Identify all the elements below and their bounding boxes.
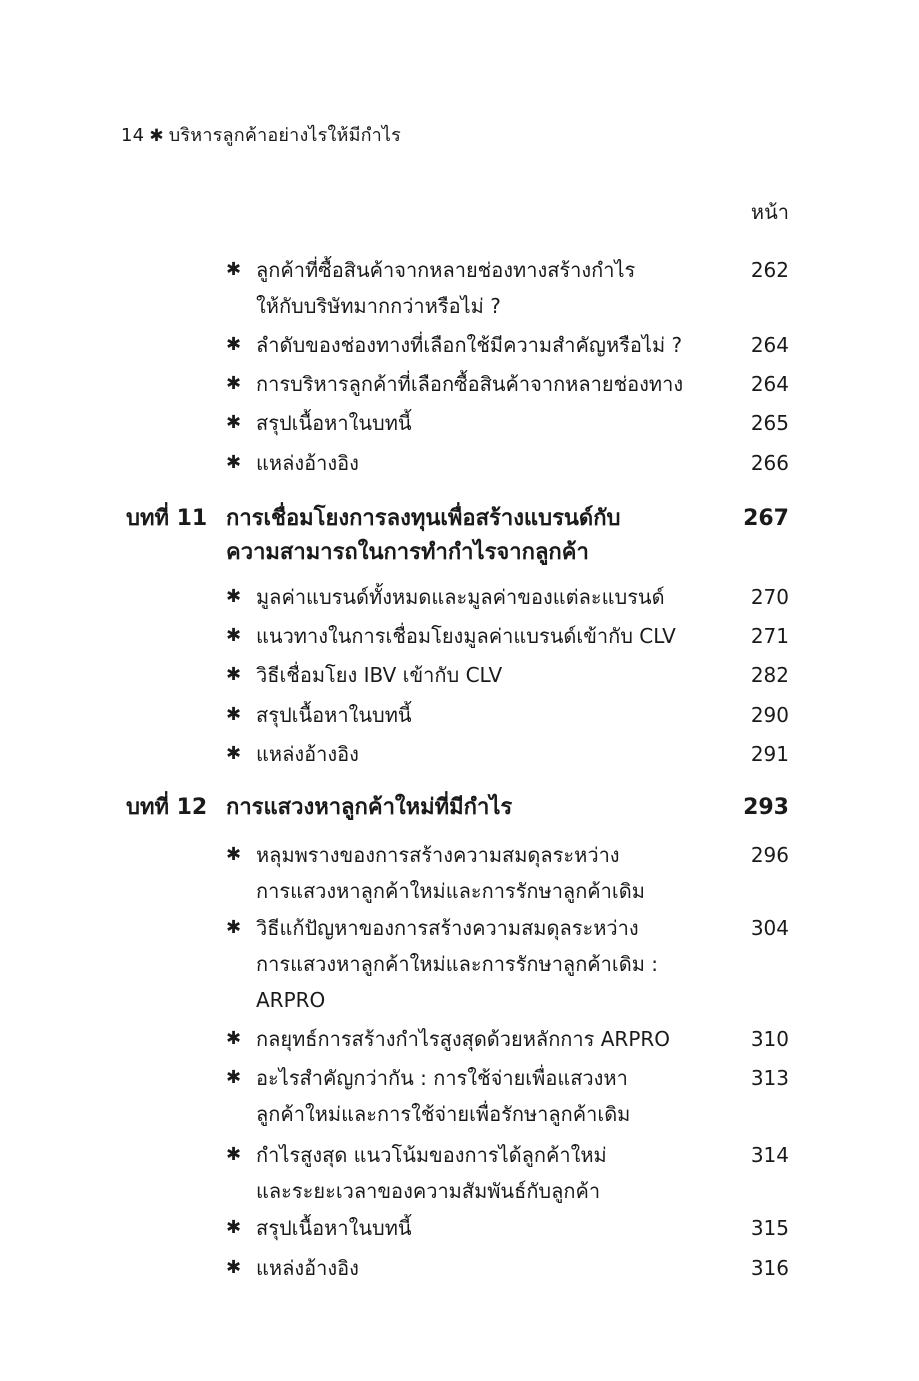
- page-column-label: หน้า: [750, 200, 789, 224]
- toc-item-page: 310: [750, 1027, 789, 1051]
- running-head: [121, 120, 401, 149]
- toc-item-page: 314: [750, 1143, 789, 1167]
- header-book-title: บริหารลูกค้าอย่างไรให้มีกำไร: [168, 125, 401, 146]
- toc-item-page: 271: [750, 624, 789, 648]
- toc-item-page: 264: [750, 333, 789, 357]
- bullet-icon: ✱: [226, 625, 242, 646]
- chapter-page: 293: [743, 795, 789, 820]
- chapter-number: บทที่ 11: [126, 506, 208, 531]
- bullet-icon: ✱: [226, 373, 242, 394]
- toc-item-title: กำไรสูงสุด แนวโน้มของการได้ลูกค้าใหม่ และระยะเวลาของความสัมพันธ์กับลูกค้า: [256, 1143, 607, 1203]
- bullet-icon: ✱: [226, 743, 242, 764]
- toc-item-page: 291: [750, 742, 789, 766]
- bullet-icon: ✱: [226, 452, 242, 473]
- toc-item-title: สรุปเนื้อหาในบทนี้: [256, 703, 412, 727]
- toc-item-title: กลยุทธ์การสร้างกำไรสูงสุดด้วยหลักการ ARPRO: [256, 1027, 671, 1051]
- toc-item-page: 262: [750, 258, 789, 282]
- bullet-icon: ✱: [226, 586, 242, 607]
- toc-item-title: แหล่งอ้างอิง: [256, 451, 359, 475]
- toc-item-page: 266: [750, 451, 789, 475]
- chapter-page: 267: [743, 506, 789, 531]
- toc-item-title: สรุปเนื้อหาในบทนี้: [256, 1216, 412, 1240]
- bullet-icon: ✱: [226, 1067, 242, 1088]
- toc-item-page: 270: [750, 585, 789, 609]
- bullet-icon: ✱: [226, 334, 242, 355]
- chapter-title: การแสวงหาลูกค้าใหม่ที่มีกำไร: [226, 795, 513, 820]
- toc-item-title: สรุปเนื้อหาในบทนี้: [256, 411, 412, 435]
- star-icon: ✱: [149, 126, 164, 146]
- toc-item-page: 296: [750, 843, 789, 867]
- toc-item-title: แหล่งอ้างอิง: [256, 1256, 359, 1280]
- toc-item-title: การบริหารลูกค้าที่เลือกซื้อสินค้าจากหลายช่องทาง: [256, 372, 684, 396]
- toc-item-title: หลุมพรางของการสร้างความสมดุลระหว่าง การแสวงหาลูกค้าใหม่และการรักษาลูกค้าเดิม: [256, 843, 645, 903]
- chapter-number: บทที่ 12: [126, 795, 208, 820]
- toc-item-title: อะไรสำคัญกว่ากัน : การใช้จ่ายเพื่อแสวงหา ลูกค้าใหม่และการใช้จ่ายเพื่อรักษาลูกค้าเดิม: [256, 1066, 631, 1126]
- bullet-icon: ✱: [226, 844, 242, 865]
- bullet-icon: ✱: [226, 259, 242, 280]
- toc-item-title: ลูกค้าที่ซื้อสินค้าจากหลายช่องทางสร้างกำไร ให้กับบริษัทมากกว่าหรือไม่ ?: [256, 258, 636, 318]
- toc-item-page: 315: [750, 1216, 789, 1240]
- toc-item-title: มูลค่าแบรนด์ทั้งหมดและมูลค่าของแต่ละแบรนด์: [256, 585, 665, 609]
- toc-item-title: แนวทางในการเชื่อมโยงมูลค่าแบรนด์เข้ากับ CLV: [256, 624, 676, 648]
- toc-item-page: 304: [750, 916, 789, 940]
- bullet-icon: ✱: [226, 1217, 242, 1238]
- toc-item-title: ลำดับของช่องทางที่เลือกใช้มีความสำคัญหรือไม่ ?: [256, 333, 683, 357]
- bullet-icon: ✱: [226, 704, 242, 725]
- chapter-title: การเชื่อมโยงการลงทุนเพื่อสร้างแบรนด์กับ ความสามารถในการทำกำไรจากลูกค้า: [226, 506, 621, 565]
- toc-item-title: วิธีเชื่อมโยง IBV เข้ากับ CLV: [256, 663, 503, 687]
- bullet-icon: ✱: [226, 412, 242, 433]
- bullet-icon: ✱: [226, 1257, 242, 1278]
- toc-item-page: 313: [750, 1066, 789, 1090]
- toc-item-page: 264: [750, 372, 789, 396]
- header-page-number: 14: [121, 125, 145, 146]
- toc-item-title: แหล่งอ้างอิง: [256, 742, 359, 766]
- bullet-icon: ✱: [226, 1144, 242, 1165]
- bullet-icon: ✱: [226, 1028, 242, 1049]
- toc-item-page: 265: [750, 411, 789, 435]
- bullet-icon: ✱: [226, 664, 242, 685]
- toc-item-page: 290: [750, 703, 789, 727]
- toc-item-title: วิธีแก้ปัญหาของการสร้างความสมดุลระหว่าง การแสวงหาลูกค้าใหม่และการรักษาลูกค้าเดิม : ARPRO: [256, 916, 659, 1012]
- toc-item-page: 316: [750, 1256, 789, 1280]
- bullet-icon: ✱: [226, 917, 242, 938]
- toc-item-page: 282: [750, 663, 789, 687]
